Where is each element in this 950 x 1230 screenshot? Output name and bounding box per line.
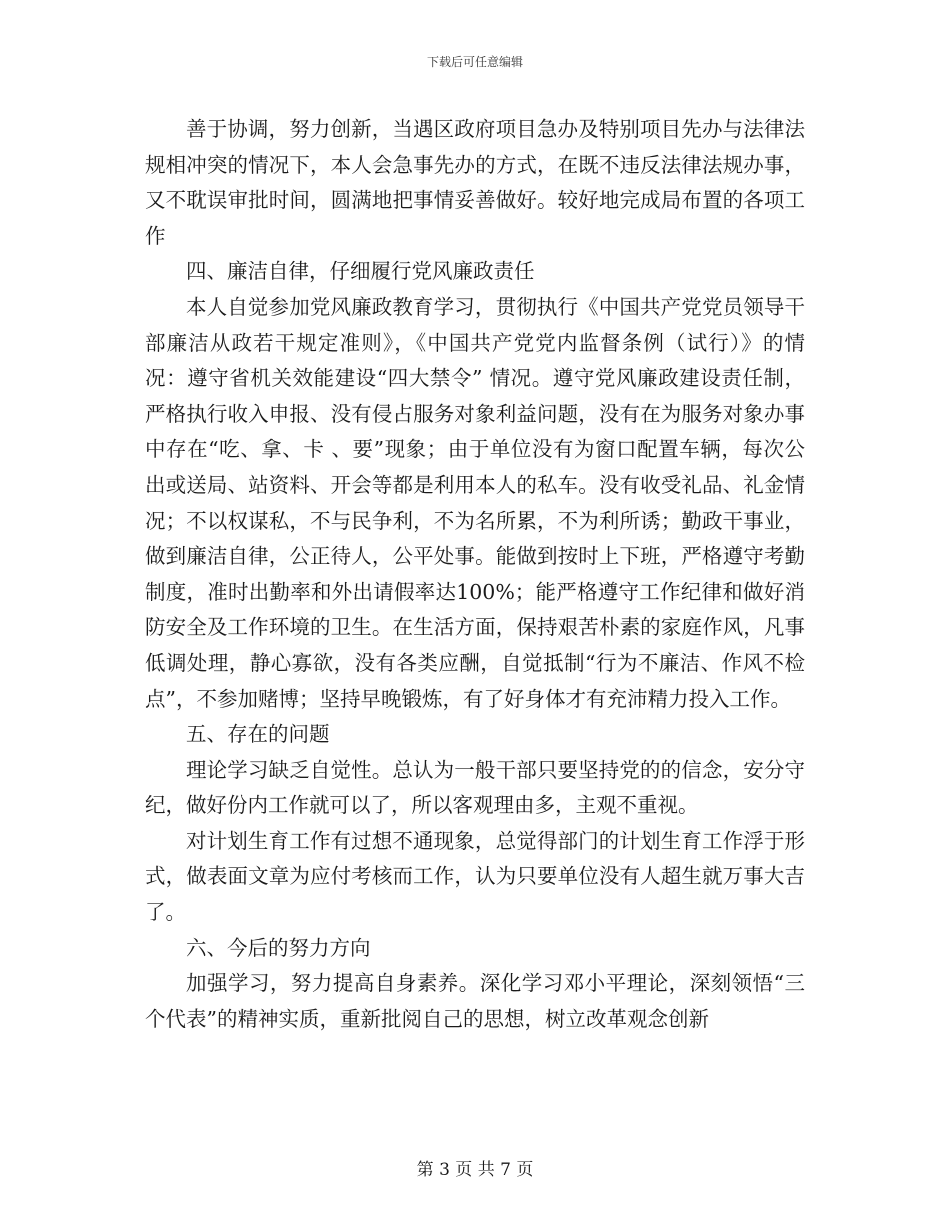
paragraph: 理论学习缺乏自觉性。总认为一般干部只要坚持党的的信念，安分守纪，做好份内工作就可以了，所以客观理由多，主观不重视。 <box>145 757 805 818</box>
section-heading: 六、今后的努力方向 <box>186 935 371 960</box>
document-body <box>145 112 805 1037</box>
section-heading: 四、廉洁自律，仔细履行党风廉政责任 <box>186 259 535 284</box>
page-number: 第 3 页 共 7 页 <box>416 1160 534 1180</box>
page-header: 下载后可任意编辑 <box>426 55 523 69</box>
paragraph: 加强学习，努力提高自身素养。深化学习邓小平理论，深刻领悟“三个代表”的精神实质，重新批阅自己的思想，树立改革观念创新 <box>145 971 805 1031</box>
paragraph: 对计划生育工作有过想不通现象，总觉得部门的计划生育工作浮于形式，做表面文章为应付考核而工作，认为只要单位没有人超生就万事大吉了。 <box>145 828 805 925</box>
paragraph: 善于协调，努力创新，当遇区政府项目急办及特别项目先办与法律法规相冲突的情况下，本人会急事先办的方式，在既不违反法律法规办事，又不耽误审批时间，圆满地把事情妥善做好。较好地完成局布置的各项工作 <box>145 117 805 248</box>
section-heading: 五、存在的问题 <box>186 722 330 747</box>
paragraph: 本人自觉参加党风廉政教育学习，贯彻执行《中国共产党党员领导干部廉洁从政若干规定准则》，《中国共产党党内监督条例（试行）》的情况：遵守省机关效能建设“四大禁令” 情况。遵守党风廉政建设责任制，严格执行收入申报、没有侵占服务对象利益问题，没有在为服务对象办事中存在“吃、拿、卡 、要”现象；由于单位没有为窗口配置车辆，每次公出或送局、站资料、开会等都是利用本人的私车。没有收受礼品、礼金情况；不以权谋私，不与民争利，不为名所累，不为利所诱；勤政干事业，做到廉洁自律，公正待人，公平处事。能做到按时上下班，严格遵守考勤制度，准时出勤率和外出请假率达100%；能严格遵守工作纪律和做好消防安全及工作环境的卫生。在生活方面，保持艰苦朴素的家庭作风，凡事低调处理，静心寡欲，没有各类应酬，自觉抵制“行为不廉洁、作风不检点”，不参加赌博；坚持早晚锻炼，有了好身体才有充沛精力投入工作。 <box>145 294 805 711</box>
